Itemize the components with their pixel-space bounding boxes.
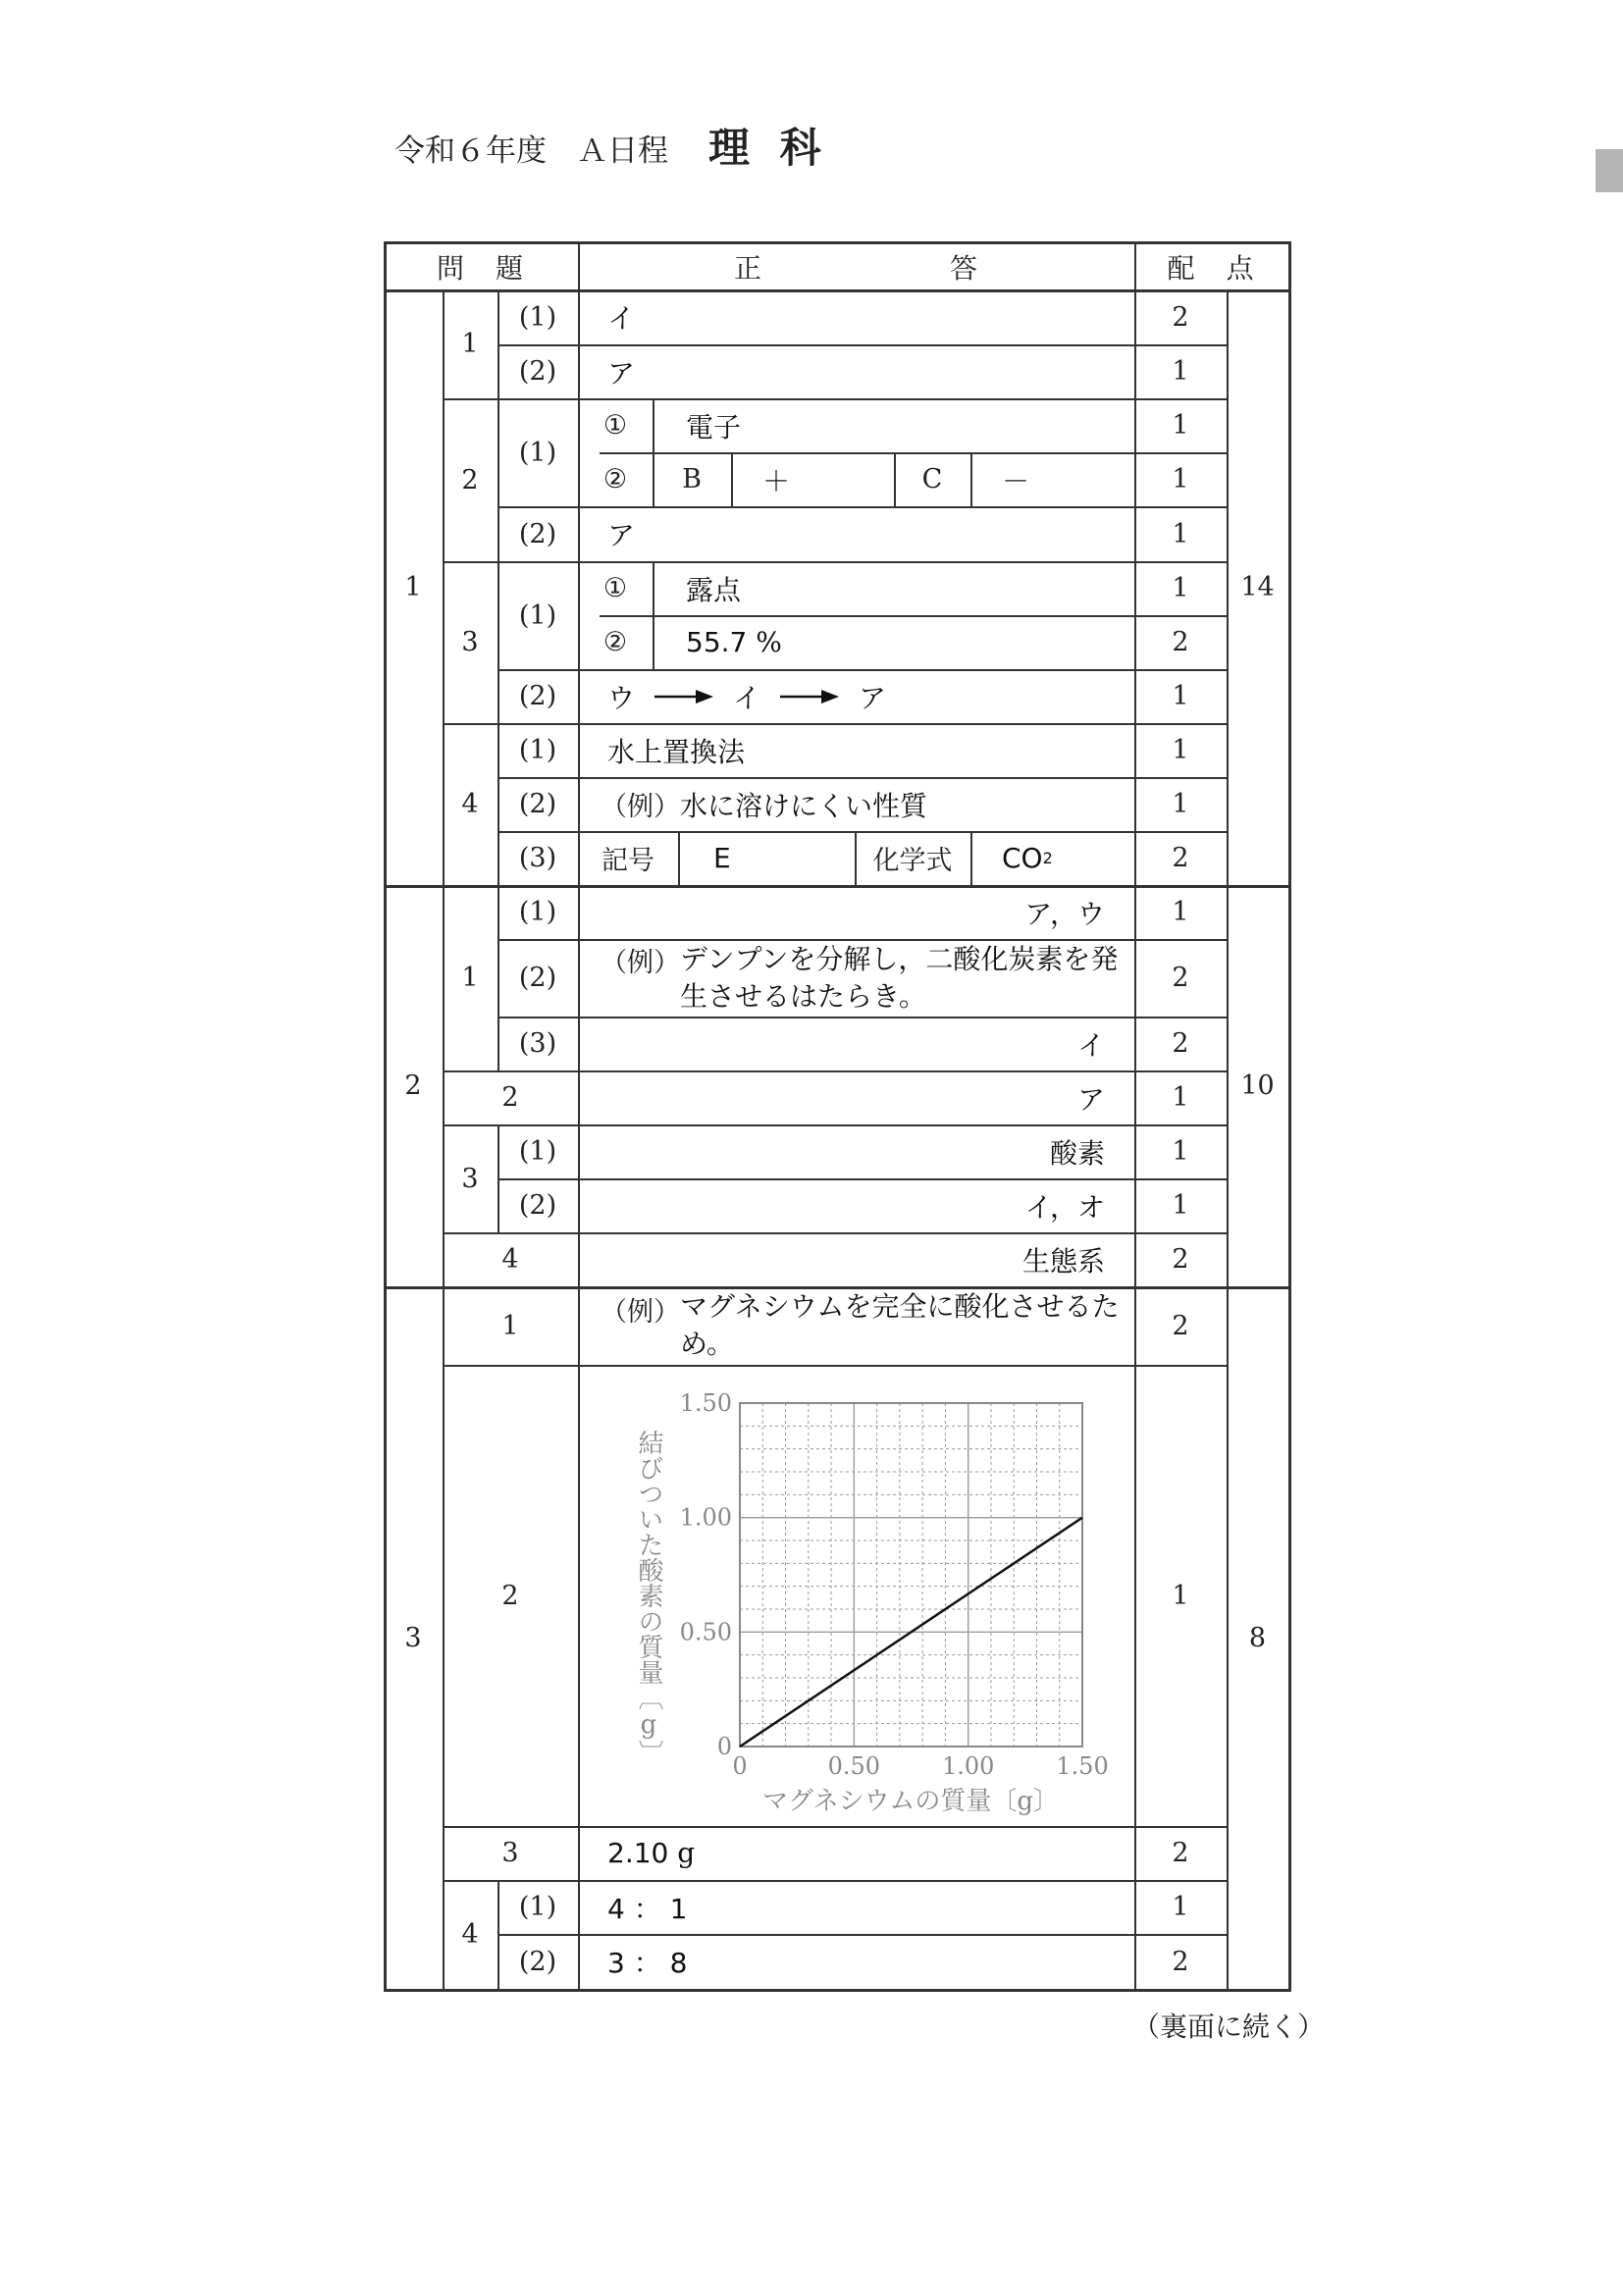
s1-q2-circle1-points: 1 <box>1172 410 1189 441</box>
s2-q1-number: 1 <box>461 963 479 993</box>
s2-q1-sub2-points: 2 <box>1172 963 1189 993</box>
section-2-number: 2 <box>404 1070 422 1101</box>
s2-q1-sub1-answer: ア，ウ <box>1024 897 1105 930</box>
s2-q1-sub3-number: (3) <box>518 1028 557 1059</box>
header-points: 配 点 <box>1167 251 1256 285</box>
s2-q1-sub2-number: (2) <box>518 963 557 993</box>
y-tick-label: 0 <box>716 1733 732 1760</box>
s1-q4-symbol-label: 記号 <box>602 846 654 876</box>
s1-q4-sub3-number: (3) <box>518 843 557 873</box>
s2-q3-sub1-number: (1) <box>518 1136 557 1167</box>
s3-q1-answer: （例） マグネシウムを完全に酸化させるため。 <box>601 1290 1120 1360</box>
s2-q3-sub2-answer: イ，オ <box>1024 1190 1105 1224</box>
s3-q1-number: 1 <box>501 1310 519 1341</box>
x-tick-label: 0 <box>732 1752 748 1780</box>
s2-q3-sub2-number: (2) <box>518 1190 557 1221</box>
chart-ticks <box>680 1389 1109 1780</box>
s1-q4-sub1-points: 1 <box>1172 735 1189 765</box>
header-subject: 理 科 <box>708 124 829 172</box>
s2-q2-points: 1 <box>1172 1082 1189 1113</box>
s1-q1-sub2-points: 1 <box>1172 356 1189 387</box>
y-tick-label: 0.50 <box>679 1618 732 1646</box>
seq-step-2: イ <box>733 681 761 714</box>
s1-q1-number: 1 <box>461 329 479 359</box>
s1-q1-sub1-points: 2 <box>1172 301 1189 333</box>
s1-q1-sub1-number: (1) <box>518 301 557 333</box>
x-axis-label: マグネシウムの質量〔g〕 <box>761 1787 1060 1816</box>
s2-q4-points: 2 <box>1172 1244 1189 1275</box>
s1-q2-electrode-c-sign: － <box>1002 464 1030 497</box>
s1-q2-circle2-points: 1 <box>1172 464 1189 495</box>
s1-q3-sub1-number: (1) <box>518 600 557 631</box>
s1-q1-sub1-answer: イ <box>607 302 636 335</box>
s1-q2-sub2-number: (2) <box>518 518 557 549</box>
s1-q2-sub2-points: 1 <box>1172 518 1189 549</box>
s1-q2-circle1-answer: 電子 <box>686 410 742 444</box>
arrow-right-icon <box>653 687 715 706</box>
s2-q3-sub1-points: 1 <box>1172 1136 1189 1167</box>
s2-q1-sub1-number: (1) <box>518 897 557 927</box>
section-3-number: 3 <box>404 1622 422 1653</box>
header-answer-left: 正 <box>733 251 763 285</box>
s1-q3-circle2: ② <box>602 627 628 657</box>
s1-q3-sub2-answer <box>607 669 1118 723</box>
s1-q3-circle1-points: 1 <box>1172 573 1189 603</box>
section-2-total: 10 <box>1240 1070 1275 1101</box>
seq-step-3: ア <box>859 681 887 714</box>
s3-q2-points: 1 <box>1172 1580 1189 1611</box>
s3-q3-points: 2 <box>1172 1838 1189 1868</box>
y-tick-label: 1.00 <box>679 1503 732 1532</box>
s1-q4-sub3-points: 2 <box>1172 843 1189 873</box>
s2-q2-number: 2 <box>501 1082 519 1113</box>
s1-q4-symbol-value: E <box>713 842 731 874</box>
section-1-number: 1 <box>404 572 422 602</box>
s3-q4-sub2-number: (2) <box>518 1946 557 1977</box>
s2-q4-answer: 生態系 <box>1021 1244 1105 1278</box>
s2-q4-number: 4 <box>501 1244 519 1275</box>
s1-q2-number: 2 <box>461 464 479 496</box>
s1-q1-sub2-answer: ア <box>607 356 636 390</box>
s1-q3-sub2-points: 1 <box>1172 681 1189 711</box>
s1-q4-sub1-answer: 水上置換法 <box>607 735 746 768</box>
s1-q2-electrode-b-sign: ＋ <box>762 464 791 497</box>
s2-q2-answer: ア <box>1076 1082 1105 1116</box>
seq-step-1: ウ <box>607 681 636 714</box>
plot-frame <box>740 1403 1082 1747</box>
s1-q3-sub2-number: (2) <box>518 681 557 711</box>
s1-q4-sub2-points: 1 <box>1172 789 1189 819</box>
s1-q3-circle1: ① <box>602 573 628 603</box>
arrow-right-icon <box>778 687 841 706</box>
s3-q4-number: 4 <box>461 1919 479 1950</box>
header-question: 問 題 <box>436 251 525 285</box>
chart-grid <box>740 1403 1082 1747</box>
s1-q2-electrode-c: C <box>921 464 943 495</box>
s3-q4-sub1-points: 1 <box>1172 1892 1189 1922</box>
s1-q4-formula-value: CO 2 <box>1002 842 1053 874</box>
s1-q2-circle1: ① <box>602 410 628 441</box>
s3-q3-number: 3 <box>501 1838 519 1868</box>
s1-q1-sub2-number: (2) <box>518 356 557 387</box>
s1-q2-circle2: ② <box>602 464 628 495</box>
continued-on-back-note: （裏面に続く） <box>1132 2010 1326 2043</box>
s2-q1-sub1-points: 1 <box>1172 897 1189 927</box>
s2-q1-sub3-answer: イ <box>1076 1028 1105 1062</box>
header-answer-right: 答 <box>949 251 979 285</box>
section-1-total: 14 <box>1240 572 1275 602</box>
s1-q2-electrode-b: B <box>682 464 702 495</box>
s3-q4-sub1-number: (1) <box>518 1892 557 1922</box>
oxygen-mass-chart <box>580 1367 1132 1824</box>
s1-q4-number: 4 <box>461 789 479 819</box>
x-tick-label: 0.50 <box>827 1752 881 1780</box>
section-3-total: 8 <box>1248 1622 1267 1653</box>
s3-q1-points: 2 <box>1172 1310 1189 1341</box>
s2-q3-sub1-answer: 酸素 <box>1049 1136 1105 1170</box>
s1-q4-formula-label: 化学式 <box>872 846 953 876</box>
s3-q4-sub2-points: 2 <box>1172 1946 1189 1977</box>
s1-q3-circle2-answer: 55.7 % <box>686 626 782 658</box>
s3-q2-number: 2 <box>501 1580 519 1611</box>
s1-q3-circle1-answer: 露点 <box>686 573 742 606</box>
y-axis-label: 結びついた酸素の質量〔g〕 <box>634 1430 663 1765</box>
s3-q3-answer: 2.10 g <box>607 1837 696 1869</box>
header-year-schedule: 令和６年度 Ａ日程 <box>394 133 668 169</box>
x-tick-label: 1.50 <box>1056 1752 1109 1780</box>
x-tick-label: 1.00 <box>941 1752 995 1780</box>
s3-q4-sub2-answer: 3 ： 8 <box>607 1947 688 1979</box>
s1-q4-sub2-number: (2) <box>518 789 557 819</box>
s1-q3-number: 3 <box>461 627 479 657</box>
s1-q3-circle2-points: 2 <box>1172 627 1189 657</box>
s1-q2-sub1-number: (1) <box>518 437 557 468</box>
s1-q2-sub2-answer: ア <box>607 519 636 551</box>
s2-q1-sub2-answer: （例） デンプンを分解し，二酸化炭素を発生させるはたらき。 <box>601 942 1119 1013</box>
y-tick-label: 1.50 <box>679 1389 732 1417</box>
s2-q1-sub3-points: 2 <box>1172 1028 1189 1059</box>
s1-q4-sub1-number: (1) <box>518 735 557 765</box>
s2-q3-sub2-points: 1 <box>1172 1190 1189 1221</box>
s2-q3-number: 3 <box>461 1163 479 1194</box>
s1-q4-sub2-answer: （例） 水に溶けにくい性質 <box>601 789 928 822</box>
s3-q4-sub1-answer: 4 ： 1 <box>607 1892 688 1925</box>
